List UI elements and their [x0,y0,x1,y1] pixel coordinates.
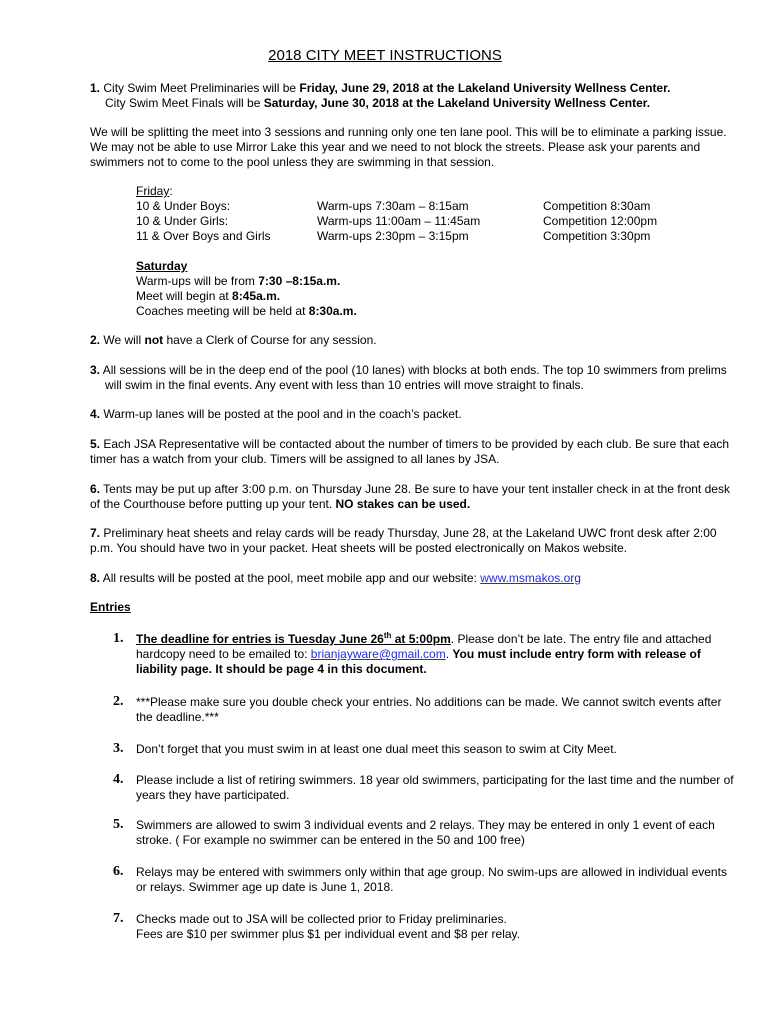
item-1 [90,81,745,111]
entry-2: ***Please make sure you double check your entries. No additions can be made. We cannot switch events after the deadline.*** [136,695,722,724]
item-3-text: All sessions will be in the deep end of the pool (10 lanes) with blocks at both ends. The top 10 swimmers from prelims will swim in the final events. Any event with less than 10 entries will move straight to finals. [102,363,727,392]
item-3 [90,363,745,393]
item-number: 1. [90,81,101,95]
entry-1 [136,632,736,677]
intro-paragraph: We will be splitting the meet into 3 sessions and running only one ten lane pool. This will be to eliminate a parking issue. We may not be able to use Mirror Lake this year and we need to not block the streets. Please ask your parents and swimmers not to come to the pool unless they are swimming in that session. [90,125,727,169]
competition-time: Competition 12:00pm [543,214,658,228]
item-7 [90,526,730,556]
friday-heading: Friday [136,184,170,198]
item-number: 6. [90,482,101,496]
saturday-heading: Saturday [136,259,188,273]
entry-number: 3. [113,741,124,756]
entries-heading-text: Entries [90,600,131,614]
entry-7 [136,912,736,942]
entry-6: Relays may be entered with swimmers only within that age group. No swim-ups are allowed in individual events or relays. Swimmer age up date is June 1, 2018. [136,865,727,894]
entry-number: 1. [113,631,124,646]
item-1-line2-bold: Saturday, June 30, 2018 at the Lakeland University Wellness Center. [263,96,651,110]
friday-schedule [136,184,696,244]
item-number: 4. [90,407,101,421]
item-1-line1-text: City Swim Meet Preliminaries will be [103,81,300,95]
schedule-row [136,199,696,214]
item-2-text-post: have a Clerk of Course for any session. [163,333,377,347]
entry-7-line1: Checks made out to JSA will be collected prior to Friday preliminaries. [136,912,507,926]
saturday-warmup-time: 7:30 –8:15a.m. [258,274,341,288]
item-6-text: Tents may be put up after 3:00 p.m. on Thursday June 28. Be sure to have your tent installer check in at the front desk of the Courthouse before putting up your tent. [90,482,730,511]
entry-number: 4. [113,772,124,787]
item-number: 8. [90,571,101,585]
entry-7-line2: Fees are $10 per swimmer plus $1 per individual event and $8 per relay. [136,927,520,941]
schedule-row [136,229,696,244]
item-6 [90,482,730,512]
warmup-time: Warm-ups 7:30am – 8:15am [317,199,469,213]
item-number: 7. [90,526,101,540]
entry-1-bold: You must include entry form with release of liability page. It should be page 4 in this document. [136,647,701,676]
item-5 [90,437,730,467]
entry-number: 5. [113,817,124,832]
schedule-row [136,214,696,229]
item-number: 5. [90,437,101,451]
email-link[interactable]: brianjayware@gmail.com [310,647,446,661]
entry-1-deadline-post: at 5:00pm [391,632,451,646]
entry-1-text2: . [445,647,453,661]
website-link[interactable]: www.msmakos.org [480,571,581,585]
entry-3: Don’t forget that you must swim in at least one dual meet this season to swim at City Meet. [136,742,617,756]
entry-number: 6. [113,864,124,879]
item-2-text-pre: We will [103,333,145,347]
item-number: 3. [90,363,101,377]
warmup-time: Warm-ups 11:00am – 11:45am [317,214,481,228]
saturday-warmup-label: Warm-ups will be from [136,274,259,288]
item-6-bold: NO stakes can be used. [335,497,471,511]
saturday-schedule [136,259,696,319]
friday-colon: : [169,184,173,198]
item-5-text: Each JSA Representative will be contacted about the number of timers to be provided by each club. Be sure that each timer has a watch from your club. Timers will be assigned to all lanes by JSA. [90,437,730,466]
age-group: 10 & Under Girls: [136,214,229,228]
entries-heading [90,600,730,615]
entry-number: 7. [113,911,124,926]
competition-time: Competition 8:30am [543,199,651,213]
item-1-line1-bold: Friday, June 29, 2018 at the Lakeland University Wellness Center. [299,81,671,95]
item-4 [90,407,730,422]
age-group: 11 & Over Boys and Girls [136,229,271,243]
entry-1-text: . Please don’t be late. The entry file and attached hardcopy need to be emailed to: [136,632,712,661]
saturday-coaches-time: 8:30a.m. [308,304,357,318]
item-8-text: All results will be posted at the pool, meet mobile app and our website: [102,571,481,585]
item-number: 2. [90,333,101,347]
item-4-text: Warm-up lanes will be posted at the pool and in the coach’s packet. [103,407,462,421]
entry-5: Swimmers are allowed to swim 3 individual events and 2 relays. They may be entered in only 1 event of each stroke. ( For example no swimmer can be entered in the 50 and 100 free) [136,818,715,847]
age-group: 10 & Under Boys: [136,199,231,213]
saturday-meet-label: Meet will begin at [136,289,233,303]
entry-1-deadline-pre: The deadline for entries is Tuesday June 26 [136,632,384,646]
entry-number: 2. [113,694,124,709]
item-7-text: Preliminary heat sheets and relay cards will be ready Thursday, June 28, at the Lakeland UWC front desk after 2:00 p.m. You should have two in your packet. Heat sheets will be posted electronically on Makos website. [90,526,717,555]
competition-time: Competition 3:30pm [543,229,651,243]
item-8 [90,571,730,586]
item-1-line2-text: City Swim Meet Finals will be [105,96,264,110]
item-2-bold: not [144,333,164,347]
entry-1-deadline-sup: th [383,631,392,640]
saturday-meet-time: 8:45a.m. [232,289,281,303]
page-title: 2018 CITY MEET INSTRUCTIONS [268,47,502,64]
saturday-coaches-label: Coaches meeting will be held at [136,304,309,318]
entry-4: Please include a list of retiring swimmers. 18 year old swimmers, participating for the last time and the number of years they have participated. [136,773,734,802]
warmup-time: Warm-ups 2:30pm – 3:15pm [317,229,469,243]
item-2 [90,333,730,348]
